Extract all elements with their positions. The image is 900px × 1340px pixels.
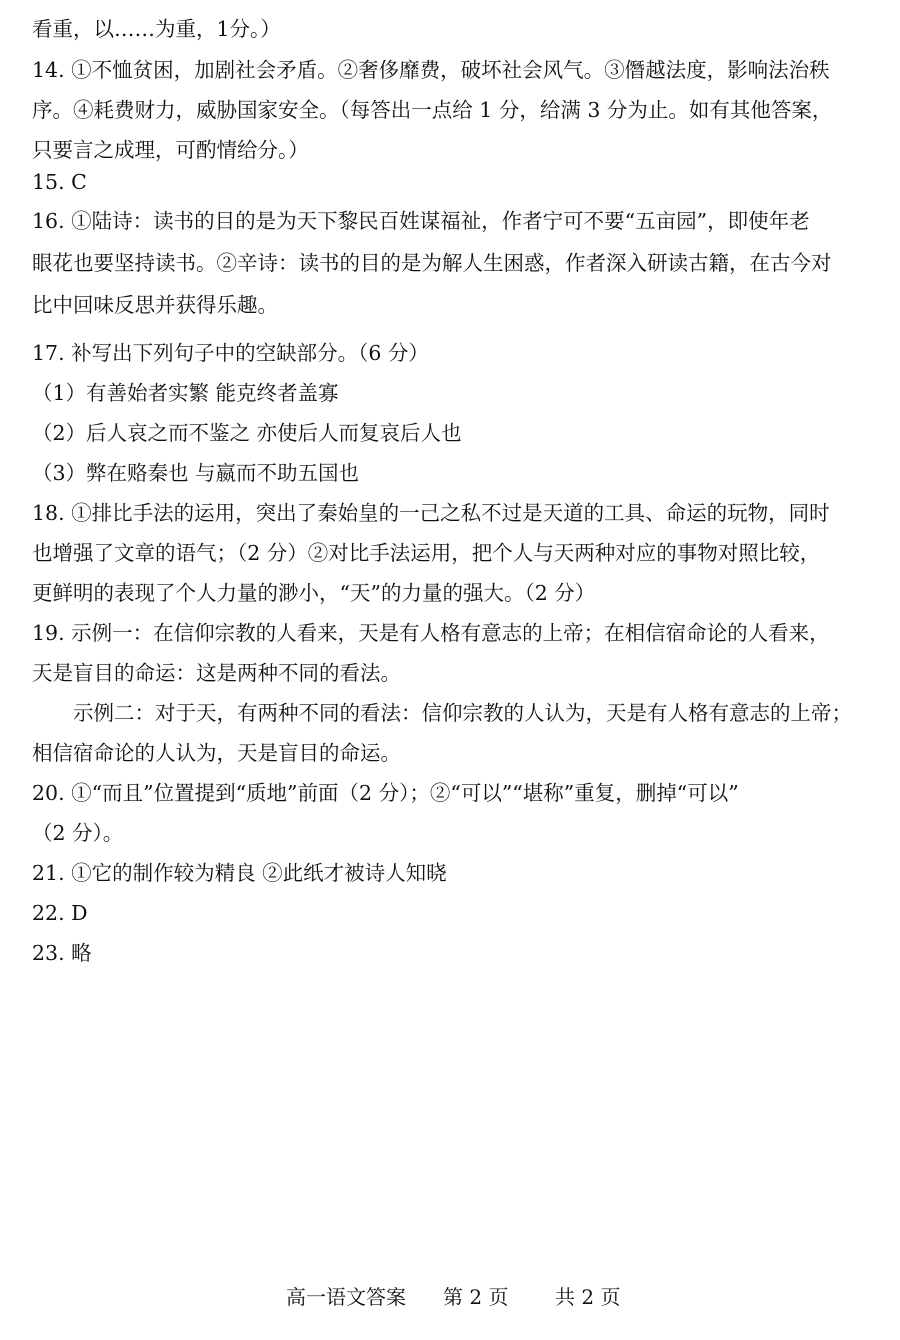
q19-line-1: 19. 示例一：在信仰宗教的人看来，天是有人格有意志的上帝；在相信宿命论的人看来，	[32, 621, 830, 645]
footer-page-number: 第 2 页	[443, 1285, 509, 1309]
q21-answer: 21. ①它的制作较为精良 ②此纸才被诗人知晓	[32, 861, 447, 885]
q22-answer: 22. D	[32, 901, 88, 925]
q16-line-3: 比中回味反思并获得乐趣。	[32, 293, 278, 317]
q18-line-1: 18. ①排比手法的运用，突出了秦始皇的一己之私不过是天道的工具、命运的玩物，同时	[32, 501, 830, 525]
q17-item-3: （3）弊在赂秦也 与嬴而不助五国也	[32, 461, 360, 485]
q16-line-2: 眼花也要坚持读书。②辛诗：读书的目的是为解人生困惑，作者深入研读古籍，在古今对	[32, 251, 832, 275]
q20-line-1: 20. ①“而且”位置提到“质地”前面（2 分）；②“可以”“堪称”重复，删掉“可以”	[32, 781, 739, 805]
q17-item-1: （1）有善始者实繁 能克终者盖寡	[32, 381, 339, 405]
q20-line-2: （2 分）。	[32, 821, 124, 845]
footer-total-pages: 共 2 页	[555, 1285, 621, 1309]
page-footer	[0, 1283, 900, 1311]
q14-line-2: 序。④耗费财力，威胁国家安全。（每答出一点给 1 分，给满 3 分为止。如有其他答案，	[32, 98, 833, 122]
q19-line-4: 相信宿命论的人认为，天是盲目的命运。	[32, 741, 401, 765]
q15-answer: 15. C	[32, 170, 87, 194]
q18-line-3: 更鲜明的表现了个人力量的渺小，“天”的力量的强大。（2 分）	[32, 581, 596, 605]
q13-tail-line: 看重，以……为重，1分。）	[32, 17, 281, 41]
q14-line-3: 只要言之成理，可酌情给分。）	[32, 138, 309, 162]
q19-line-3: 示例二：对于天，有两种不同的看法：信仰宗教的人认为，天是有人格有意志的上帝；	[73, 701, 852, 725]
footer-title: 高一语文答案	[286, 1285, 406, 1309]
q14-line-1: 14. ①不恤贫困，加剧社会矛盾。②奢侈靡费，破坏社会风气。③僭越法度，影响法治秩	[32, 58, 830, 82]
q19-line-2: 天是盲目的命运：这是两种不同的看法。	[32, 661, 401, 685]
q18-line-2: 也增强了文章的语气；（2 分）②对比手法运用，把个人与天两种对应的事物对照比较，	[32, 541, 821, 565]
q16-line-1: 16. ①陆诗：读书的目的是为天下黎民百姓谋福祉，作者宁可不要“五亩园”，即使年老	[32, 209, 810, 233]
q23-answer: 23. 略	[32, 941, 92, 965]
q17-item-2: （2）后人哀之而不鉴之 亦使后人而复哀后人也	[32, 421, 462, 445]
q17-stem: 17. 补写出下列句子中的空缺部分。（6 分）	[32, 341, 429, 365]
